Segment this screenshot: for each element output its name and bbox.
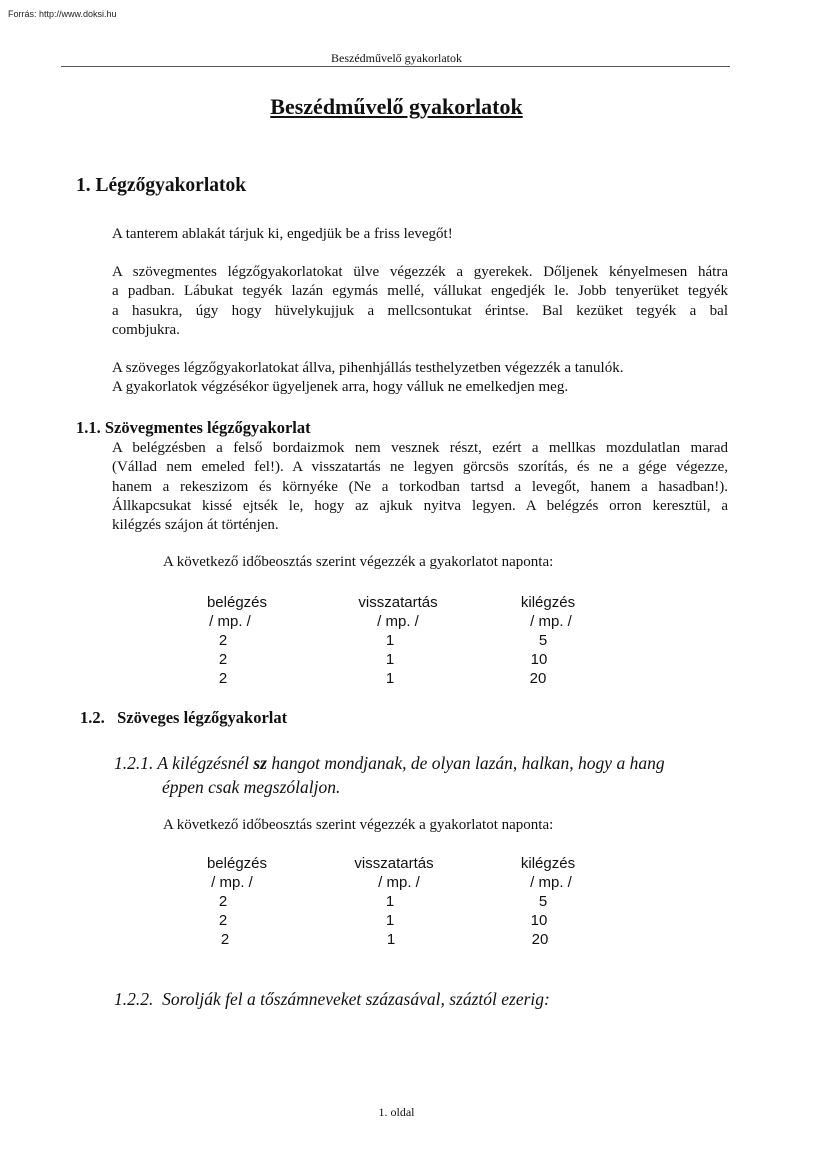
table-unit-cell: / mp. / — [377, 613, 419, 630]
paragraph-2-line: A szövegmentes légzőgyakorlatokat ülve végezzék a gyerekek. Dőljenek kényelmesen hátra — [112, 264, 728, 280]
source-note: Forrás: http://www.doksi.hu — [8, 9, 117, 19]
table-cell: 1 — [385, 651, 395, 668]
paragraph-3-line: A szöveges légzőgyakorlatokat állva, pihenhjállás testhelyzetben végezzék a tanulók. — [112, 360, 624, 376]
paragraph-3 — [112, 359, 728, 398]
table-cell: 20 — [529, 670, 547, 687]
table-cell: 2 — [220, 931, 230, 948]
schedule-table-1 — [0, 593, 827, 693]
paragraph-1 — [112, 225, 728, 244]
table-cell: 2 — [218, 651, 228, 668]
paragraph-line: (Vállad nem emeled fel!). A visszatartás ne legyen görcsös szorítás, és ne a gége végezze, — [112, 459, 728, 476]
page-title: Beszédművelő gyakorlatok — [270, 94, 523, 119]
subsection-1-2-2: 1.2.2. Sorolják fel a tőszámneveket százasával, száztól ezerig: — [114, 989, 550, 1009]
paragraph-2-line: a padban. Lábukat tegyék lazán egymás mellé, vállukat engedjék le. Jobb tenyerüket tegyék — [112, 283, 728, 300]
paragraph-2 — [112, 263, 728, 340]
table-cell: 1 — [385, 893, 395, 910]
schedule-intro-2: A következő időbeosztás szerint végezzék a gyakorlatot naponta: — [163, 817, 554, 833]
table-header-cell: kilégzés — [520, 855, 576, 872]
table-header-cell: belégzés — [206, 594, 268, 611]
table-header-cell: belégzés — [206, 855, 268, 872]
table-cell: 2 — [218, 912, 228, 929]
subsection-1-2-1 — [114, 752, 734, 799]
table-unit-cell: / mp. / — [209, 613, 251, 630]
paragraph-line: hanem a rekeszizom és környéke (Ne a torkodban tartsd a levegőt, hanem a hasadban!). — [112, 478, 728, 495]
subsection-text: hangot mondjanak, de olyan lazán, halkan, hogy a hang — [266, 753, 665, 773]
table-cell: 1 — [385, 670, 395, 687]
table-cell: 5 — [538, 893, 548, 910]
emphasis-sz: sz — [253, 753, 267, 773]
table-cell: 1 — [385, 632, 395, 649]
header-divider — [61, 66, 730, 67]
table-header-cell: visszatartás — [354, 855, 434, 872]
paragraph-line: Állkapcsukat kissé ejtsék le, hogy az ajkuk nyitva legyen. A belégzés orron keresztül, a — [112, 497, 728, 514]
table-unit-cell: / mp. / — [211, 874, 253, 891]
table-cell: 10 — [530, 912, 548, 929]
subsection-number: 1.2.1. — [114, 753, 154, 773]
table-header-cell: kilégzés — [520, 594, 576, 611]
paragraph-3-line: A gyakorlatok végzésékor ügyeljenek arra, hogy válluk ne emelkedjen meg. — [112, 379, 569, 396]
section-1-heading: 1. Légzőgyakorlatok — [76, 175, 247, 196]
table-unit-cell: / mp. / — [378, 874, 420, 891]
table-cell: 1 — [385, 912, 395, 929]
schedule-table-2 — [0, 854, 827, 954]
table-cell: 2 — [218, 670, 228, 687]
table-header-cell: visszatartás — [358, 594, 438, 611]
schedule-intro-1: A következő időbeosztás szerint végezzék a gyakorlatot naponta: — [163, 554, 554, 570]
table-cell: 20 — [531, 931, 549, 948]
running-header: Beszédművelő gyakorlatok — [331, 51, 462, 65]
table-cell: 1 — [386, 931, 396, 948]
section-1-1-paragraph — [112, 439, 728, 535]
table-cell: 2 — [218, 632, 228, 649]
subsection-text-cont: éppen csak megszólaljon. — [162, 776, 341, 797]
section-1-2-heading: 1.2. Szöveges légzőgyakorlat — [80, 708, 288, 727]
table-cell: 5 — [538, 632, 548, 649]
table-unit-cell: / mp. / — [530, 874, 572, 891]
section-1-1-heading: 1.1. Szövegmentes légzőgyakorlat — [76, 418, 311, 437]
table-cell: 2 — [218, 893, 228, 910]
paragraph-1-text: A tanterem ablakát tárjuk ki, engedjük be a friss levegőt! — [112, 226, 453, 242]
page-number: 1. oldal — [378, 1105, 415, 1119]
paragraph-2-line: combjukra. — [112, 321, 180, 338]
table-cell: 10 — [530, 651, 548, 668]
paragraph-2-line: a hasukra, úgy hogy hüvelykujjuk a mellcsontukat érintse. Bal kezüket tegyék a bal — [112, 302, 728, 319]
paragraph-line: A belégzésben a felső bordaizmok nem vesznek részt, ezért a mellkas mozdulatlan marad — [112, 440, 728, 456]
paragraph-line: kilégzés szájon át történjen. — [112, 517, 279, 534]
table-unit-cell: / mp. / — [530, 613, 572, 630]
subsection-text: A kilégzésnél — [153, 753, 254, 773]
